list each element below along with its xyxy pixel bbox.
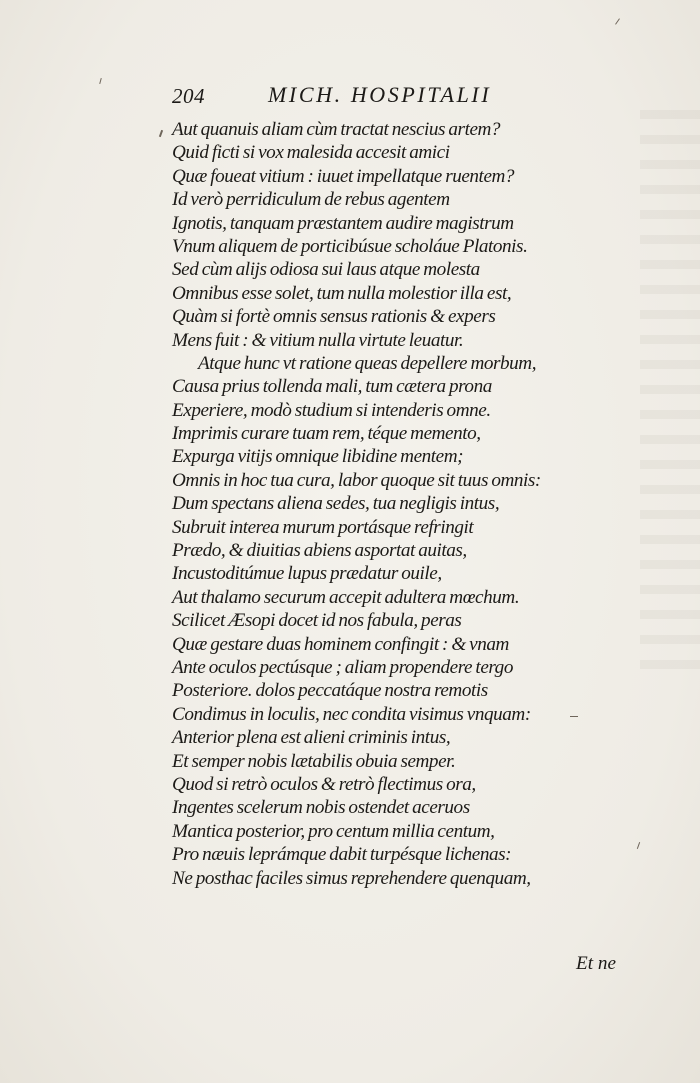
page-header [172, 80, 552, 112]
verse-line: Quæ gestare duas hominem confingit : & vnam [172, 633, 509, 655]
catchword: Et ne [576, 953, 616, 974]
verse-line: Ante oculos pectúsque ; aliam propendere tergo [172, 656, 513, 678]
verse-line: Posteriore. dolos peccatáque nostra remotis [172, 680, 488, 702]
verse-line: Ignotis, tanquam præstantem audire magistrum [172, 212, 514, 234]
verse-line: Anterior plena est alieni criminis intus, [172, 727, 451, 749]
paper-speck [615, 18, 620, 24]
verse-line: Prædo, & diuitias abiens asportat auitas, [172, 540, 467, 562]
verse-line: Aut quanuis aliam cùm tractat nescius artem? [172, 119, 501, 140]
verse-line: Incustoditúmue lupus prædatur ouile, [172, 563, 442, 585]
paper-speck [637, 842, 640, 849]
paper-speck [99, 78, 102, 84]
verse-text [172, 118, 541, 890]
verse-line: Sed cùm alijs odiosa sui laus atque molesta [172, 259, 480, 281]
paper-speck [570, 716, 578, 717]
verse-line: Quàm si fortè omnis sensus rationis & expers [172, 306, 496, 328]
verse-line: Imprimis curare tuam rem, téque memento, [172, 423, 481, 445]
page-number: 204 [172, 84, 205, 108]
verse-line: Mantica posterior, pro centum millia centum, [172, 820, 495, 842]
verse-line: Mens fuit : & vitium nulla virtute leuatur. [172, 329, 464, 351]
verse-line: Omnis in hoc tua cura, labor quoque sit tuus omnis: [172, 469, 541, 491]
verse-line: Causa prius tollenda mali, tum cætera prona [172, 376, 492, 398]
verse-line: Scilicet Æsopi docet id nos fabula, peras [172, 610, 462, 632]
paper-speck [159, 130, 163, 137]
verse-line: Dum spectans aliena sedes, tua negligis intus, [172, 493, 500, 515]
verse-line: Quæ foueat vitium : iuuet impellatque ruentem? [172, 165, 515, 187]
verse-line: Condimus in loculis, nec condita visimus vnquam: [172, 703, 531, 725]
verse-line: Aut thalamo securum accepit adultera mœchum. [172, 586, 520, 608]
verse-line: Vnum aliquem de porticibúsue scholáue Platonis. [172, 235, 528, 257]
verse-line: Quod si retrò oculos & retrò flectimus ora, [172, 773, 476, 795]
verse-line: Expurga vitijs omnique libidine mentem; [172, 446, 464, 468]
verse-line: Ne posthac faciles simus reprehendere quenquam, [172, 867, 531, 889]
verse-line: Quid ficti si vox malesida accesit amici [172, 142, 450, 164]
show-through-text [640, 110, 700, 670]
verse-line: Ingentes scelerum nobis ostendet aceruos [172, 797, 470, 819]
verse-line: Et semper nobis lætabilis obuia semper. [172, 750, 456, 772]
verse-line: Pro næuis leprámque dabit turpésque lichenas: [172, 844, 512, 866]
running-head: MICH. HOSPITALII [268, 82, 492, 107]
verse-line: Subruit interea murum portásque refringit [172, 516, 474, 538]
verse-line: Experiere, modò studium si intenderis omne. [172, 399, 491, 421]
verse-line: Atque hunc vt ratione queas depellere morbum, [198, 352, 537, 374]
verse-line: Id verò perridiculum de rebus agentem [172, 189, 450, 211]
verse-line: Omnibus esse solet, tum nulla molestior illa est, [172, 282, 512, 304]
